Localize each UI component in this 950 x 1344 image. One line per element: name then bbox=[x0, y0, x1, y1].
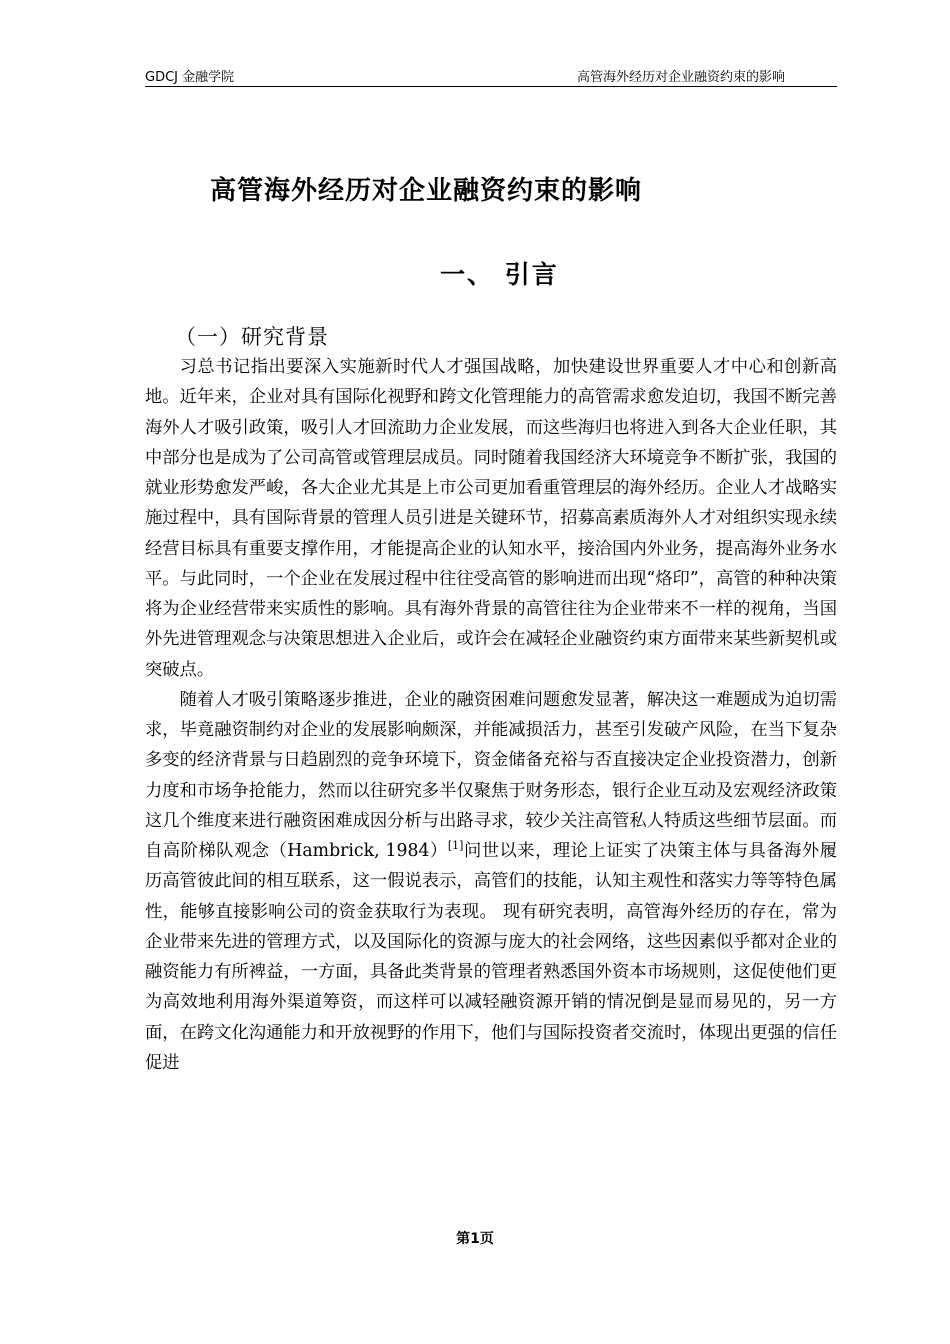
citation-reference[interactable]: [1] bbox=[447, 839, 464, 853]
paragraph: 习总书记指出要深入实施新时代人才强国战略，加快建设世界重要人才中心和创新高地。近年来，企业对具有国际化视野和跨文化管理能力的高管需求愈发迫切，我国不断完善海外人才吸引政策，吸引人才回流助力企业发展，而这些海归也将进入到各大企业任职，其中部分也是成为了公司高管或管理层成员。同时随着我国经济大环境竞争不断扩张，我国的就业形势愈发严峻，各大企业尤其是上市公司更加看重管理层的海外经历。企业人才战略实施过程中，具有国际背景的管理人员引进是关键环节，招募高素质海外人才对组织实现永续经营目标具有重要支撑作用，才能提高企业的认知水平，接洽国内外业务，提高海外业务水平。与此同时，一个企业在发展过程中往往受高管的影响进而出现“烙印”，高管的种种决策将为企业经营带来实质性的影响。具有海外背景的高管往往为企业带来不一样的视角，当国外先进管理观念与决策思想进入企业后，或许会在减轻企业融资约束方面带来某些新契机或突破点。 bbox=[145, 357, 837, 680]
header-running-title: 高管海外经历对企业融资约束的影响 bbox=[576, 70, 785, 85]
paragraph-text: 随着人才吸引策略逐步推进，企业的融资困难问题愈发显著，解决这一难题成为迫切需求，毕竟融资制约对企业的发展影响颇深，并能减损活力，甚至引发破产风险，在当下复杂多变的经济背景与日趋剧烈的竞争环境下，资金储备充裕与否直接决定企业投资潜力，创新力度和市场争抢能力，然而以往研究多半仅聚焦于财务形态，银行企业互动及宏观经济政策这几个维度来进行融资困难成因分析与出路寻求，较少关注高管私人特质这些细节层面。而自高阶梯队观念（Hambrick, 1984） bbox=[145, 689, 837, 861]
document-title: 高管海外经历对企业融资约束的影响 bbox=[210, 176, 643, 206]
header-institution: GDCJ 金融学院 bbox=[145, 70, 235, 85]
page-header bbox=[145, 66, 837, 87]
paragraph bbox=[145, 685, 837, 1078]
body-text bbox=[145, 352, 837, 1078]
paragraph-text: 问世以来，理论上证实了决策主体与具备海外履历高管彼此间的相互联系，这一假说表示，高管们的技能，认知主观性和落实力等等特色属性，能够直接影响公司的资金获取行为表现。 现有研究表明，高管海外经历的存在，常为企业带来先进的管理方式，以及国际化的资源与庞大的社会网络，这些因素似乎都对企业的融资能力有所裨益，一方面，具备此类背景的管理者熟悉国外资本市场规则，这促使他们更为高效地利用海外渠道筹资，而这样可以减轻融资源开销的情况倒是显而易见的，另一方面，在跨文化沟通能力和开放视野的作用下，他们与国际投资者交流时，体现出更强的信任促进 bbox=[145, 841, 837, 1073]
subsection-heading: （一）研究背景 bbox=[175, 325, 329, 349]
section-heading: 一、 引言 bbox=[440, 260, 559, 289]
page-number: 第1页 bbox=[456, 1231, 494, 1247]
